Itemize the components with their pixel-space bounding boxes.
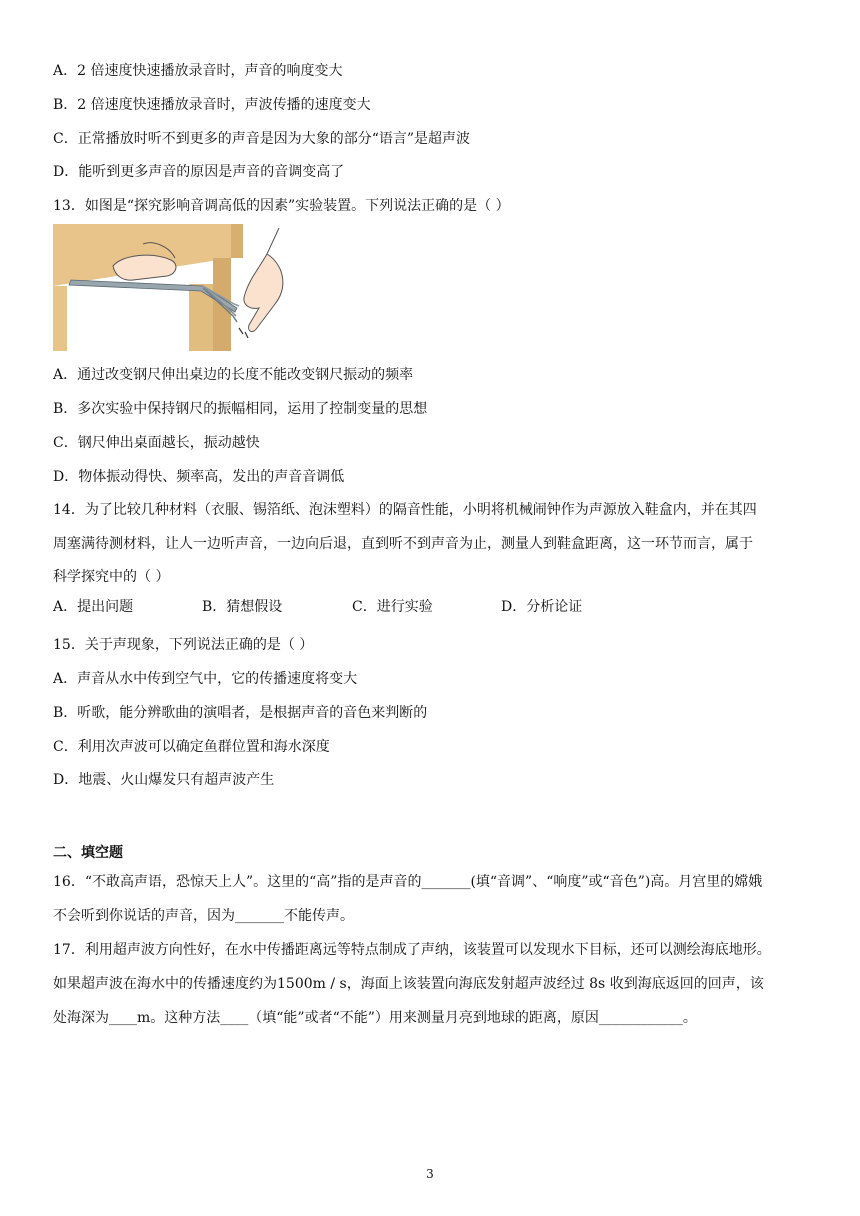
q14-option-d: D．分析论证 (501, 599, 583, 615)
steel-ruler-experiment-figure (53, 224, 297, 351)
option-c-prev: C．正常播放时听不到更多的声音是因为大象的部分“语言”是超声波 (53, 131, 471, 147)
q17-line-2: 如果超声波在海水中的传播速度约为1500m / s，海面上该装置向海底发射超声波经过 8s 收到海底返回的回声，该 (53, 976, 764, 992)
q14-options-row (53, 597, 813, 619)
q14-option-c: C．进行实验 (352, 599, 433, 615)
table-edge (231, 224, 243, 258)
q15-option-a: A．声音从水中传到空气中，它的传播速度将变大 (53, 671, 358, 687)
q16-line-2: 不会听到你说话的声音，因为_______不能传声。 (53, 908, 354, 924)
q14-stem-line-3: 科学探究中的（ ） (53, 569, 170, 585)
option-a-prev: A．2 倍速度快速播放录音时，声音的响度变大 (53, 63, 343, 79)
q16-line-1: 16．“不敢高声语，恐惊天上人”。这里的“高”指的是声音的_______(填“音调”、“响度”或“音色”)高。月宫里的嫦娥 (53, 874, 763, 890)
q14-stem-line-2: 周塞满待测材料，让人一边听声音，一边向后退，直到听不到声音为止，测量人到鞋盒距离，这一环节而言，属于 (53, 536, 753, 552)
q15-stem: 15．关于声现象，下列说法正确的是（ ） (53, 637, 314, 653)
q13-option-a: A．通过改变钢尺伸出桌边的长度不能改变钢尺振动的频率 (53, 367, 414, 383)
table-leg-left (53, 286, 67, 351)
q13-option-d: D．物体振动得快、频率高，发出的声音音调低 (53, 469, 345, 485)
q14-option-a: A．提出问题 (53, 599, 134, 615)
ruler-on-table-illustration (53, 224, 297, 351)
q17-line-3: 处海深为____m。这种方法____（填“能”或者“不能”）用来测量月亮到地球的距离，原因____________。 (53, 1010, 697, 1026)
q13-option-c: C．钢尺伸出桌面越长，振动越快 (53, 435, 260, 451)
page-number: 3 (426, 1167, 434, 1181)
plucking-hand-arm (267, 228, 279, 254)
q14-stem-line-1: 14．为了比较几种材料（衣服、锡箔纸、泡沫塑料）的隔音性能，小明将机械闹钟作为声源放入鞋盒内，并在其四 (53, 502, 757, 518)
option-b-prev: B．2 倍速度快速播放录音时，声波传播的速度变大 (53, 97, 371, 113)
section-title: 二、填空题 (53, 845, 123, 861)
q15-option-d: D．地震、火山爆发只有超声波产生 (53, 772, 275, 788)
q15-option-c: C．利用次声波可以确定鱼群位置和海水深度 (53, 739, 330, 755)
q15-option-b: B．听歌，能分辨歌曲的演唱者，是根据声音的音色来判断的 (53, 705, 428, 721)
pressing-hand (113, 255, 176, 280)
q13-option-b: B．多次实验中保持钢尺的振幅相同，运用了控制变量的思想 (53, 401, 428, 417)
motion-marks (239, 328, 248, 338)
q17-line-1: 17．利用超声波方向性好，在水中传播距离远等特点制成了声纳，该装置可以发现水下目标，还可以测绘海底地形。 (53, 942, 771, 958)
q14-option-b: B．猜想假设 (202, 599, 283, 615)
option-d-prev: D．能听到更多声音的原因是声音的音调变高了 (53, 164, 345, 180)
q13-stem: 13．如图是“探究影响音调高低的因素”实验装置。下列说法正确的是（ ） (53, 198, 510, 214)
plucking-hand (244, 254, 283, 332)
